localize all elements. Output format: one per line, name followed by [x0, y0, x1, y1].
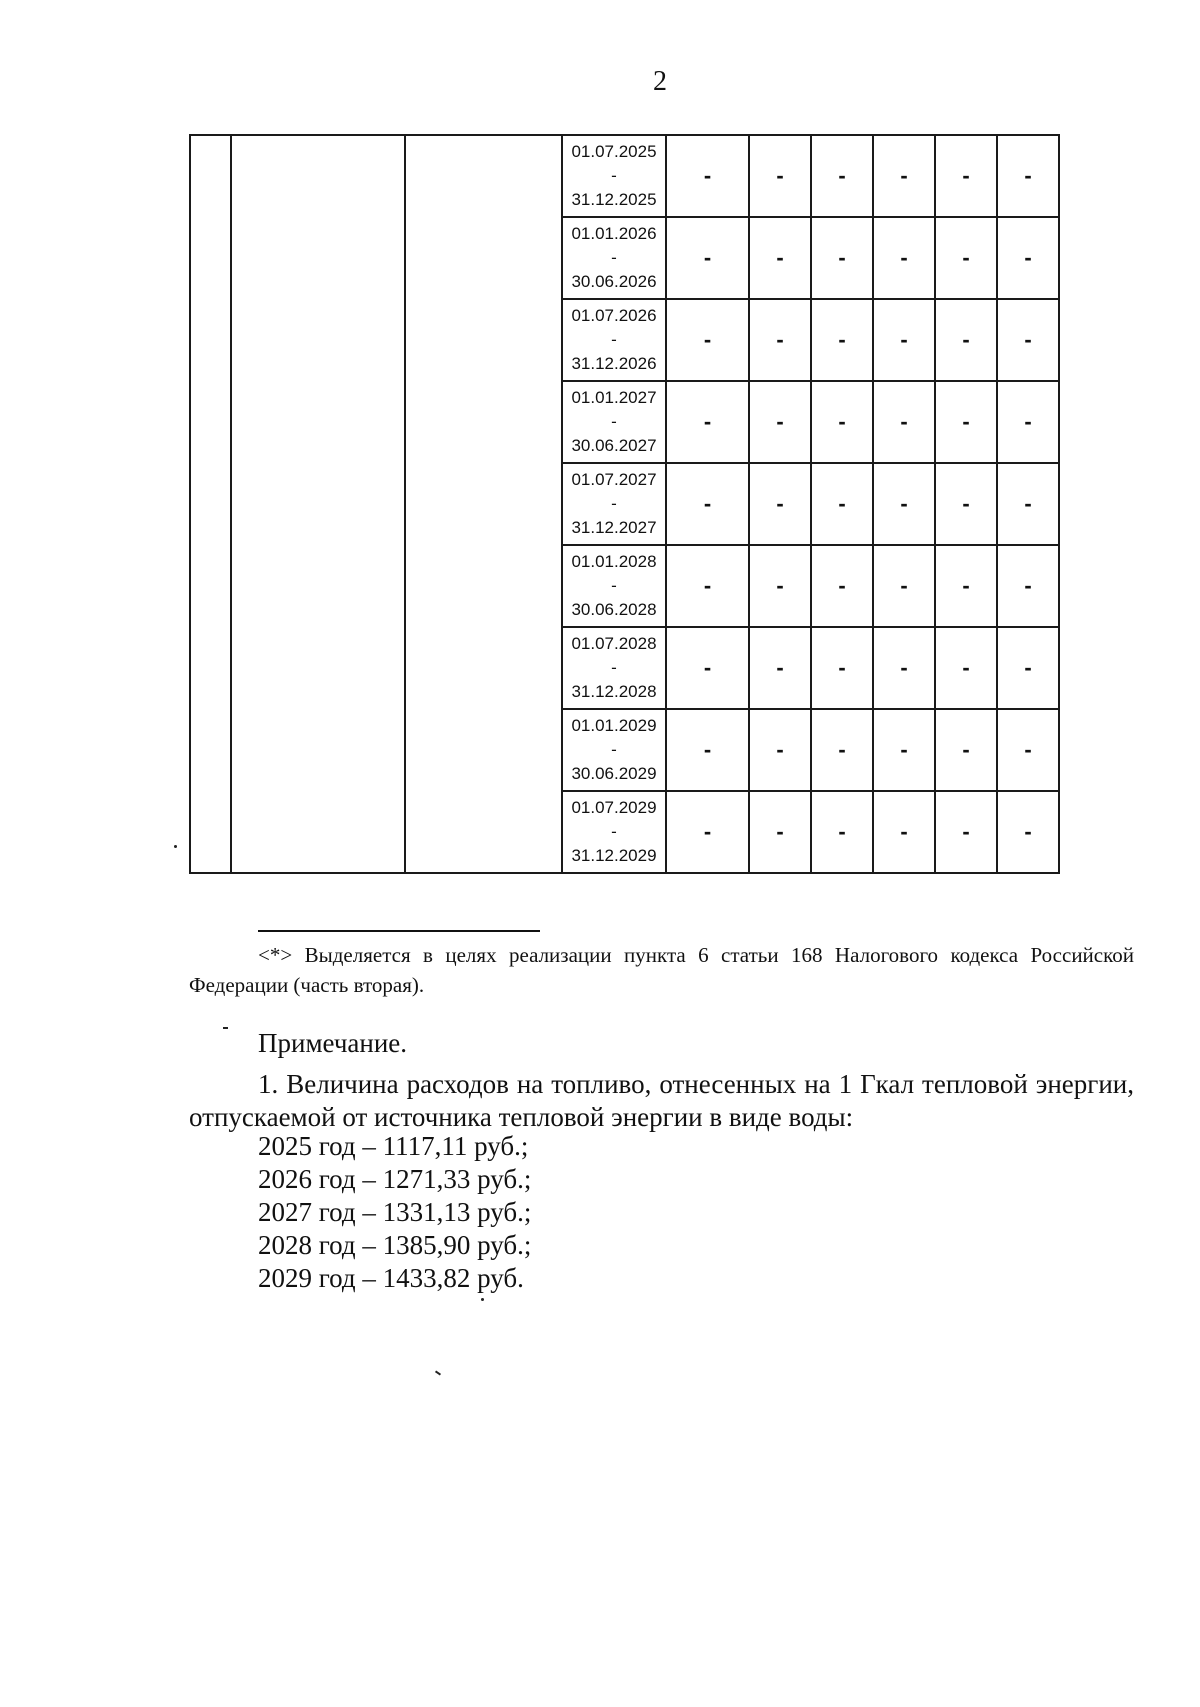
period-start: 01.01.2029 — [571, 716, 657, 735]
value-cell: - — [749, 791, 811, 873]
scan-speck — [223, 1027, 228, 1029]
period-end: 31.12.2029 — [571, 846, 657, 865]
value-cell: - — [935, 791, 997, 873]
value-cell: - — [997, 299, 1059, 381]
period-cell — [562, 627, 666, 709]
period-end: 31.12.2028 — [571, 682, 657, 701]
period-start: 01.01.2027 — [571, 388, 657, 407]
cost-by-year-list — [258, 1130, 531, 1295]
value-cell: - — [749, 627, 811, 709]
value-cell: - — [935, 463, 997, 545]
value-cell: - — [811, 381, 873, 463]
value-cell: - — [666, 463, 749, 545]
merged-cell-2 — [231, 135, 405, 873]
footnote-text: <*> Выделяется в целях реализации пункта 6 статьи 168 Налогового кодекса Российской Федерации (часть вторая). — [189, 943, 1134, 997]
value-cell: - — [997, 381, 1059, 463]
value-cell: - — [873, 627, 935, 709]
period-cell — [562, 135, 666, 217]
value-cell: - — [666, 217, 749, 299]
value-cell: - — [997, 217, 1059, 299]
value-cell: - — [935, 381, 997, 463]
value-cell: - — [749, 381, 811, 463]
period-start: 01.01.2028 — [571, 552, 657, 571]
period-cell — [562, 463, 666, 545]
period-start: 01.01.2026 — [571, 224, 657, 243]
period-end: 31.12.2025 — [571, 190, 657, 209]
period-end: 30.06.2027 — [571, 436, 657, 455]
value-cell: - — [666, 545, 749, 627]
scan-speck — [435, 1370, 441, 1375]
value-cell: - — [666, 135, 749, 217]
value-cell: - — [749, 545, 811, 627]
value-cell: - — [749, 463, 811, 545]
value-cell: - — [666, 627, 749, 709]
period-cell — [562, 217, 666, 299]
value-cell: - — [997, 135, 1059, 217]
period-separator: - — [611, 330, 617, 349]
value-cell: - — [873, 135, 935, 217]
value-cell: - — [997, 463, 1059, 545]
period-cell — [562, 545, 666, 627]
list-item: 2027 год – 1331,13 руб.; — [258, 1197, 532, 1227]
list-item: 2029 год – 1433,82 руб. — [258, 1263, 524, 1293]
value-cell: - — [749, 709, 811, 791]
value-cell: - — [873, 545, 935, 627]
value-cell: - — [935, 709, 997, 791]
period-separator: - — [611, 412, 617, 431]
scan-speck — [174, 845, 177, 848]
period-separator: - — [611, 658, 617, 677]
value-cell: - — [749, 135, 811, 217]
value-cell: - — [811, 545, 873, 627]
period-separator: - — [611, 822, 617, 841]
period-separator: - — [611, 576, 617, 595]
value-cell: - — [666, 709, 749, 791]
value-cell: - — [811, 627, 873, 709]
period-start: 01.07.2028 — [571, 634, 657, 653]
value-cell: - — [873, 299, 935, 381]
note-title: Примечание. — [258, 1028, 408, 1058]
list-item: 2025 год – 1117,11 руб.; — [258, 1131, 529, 1161]
value-cell: - — [997, 627, 1059, 709]
value-cell: - — [666, 381, 749, 463]
period-cell — [562, 299, 666, 381]
value-cell: - — [811, 299, 873, 381]
note-paragraph: 1. Величина расходов на топливо, отнесенных на 1 Гкал тепловой энергии, отпускаемой от источника тепловой энергии в виде воды: — [189, 1069, 1134, 1132]
value-cell: - — [997, 545, 1059, 627]
value-cell: - — [749, 299, 811, 381]
value-cell: - — [873, 709, 935, 791]
period-cell — [562, 709, 666, 791]
period-start: 01.07.2027 — [571, 470, 657, 489]
value-cell: - — [811, 135, 873, 217]
value-cell: - — [935, 627, 997, 709]
footnote-divider — [258, 930, 540, 932]
value-cell: - — [997, 791, 1059, 873]
period-start: 01.07.2025 — [571, 142, 657, 161]
value-cell: - — [666, 299, 749, 381]
value-cell: - — [811, 217, 873, 299]
value-cell: - — [873, 463, 935, 545]
value-cell: - — [666, 791, 749, 873]
value-cell: - — [935, 545, 997, 627]
merged-cell-3 — [405, 135, 562, 873]
merged-cell-1 — [190, 135, 231, 873]
table-row — [190, 135, 1192, 217]
value-cell: - — [873, 381, 935, 463]
period-separator: - — [611, 740, 617, 759]
period-separator: - — [611, 494, 617, 513]
period-end: 31.12.2026 — [571, 354, 657, 373]
list-item: 2026 год – 1271,33 руб.; — [258, 1164, 532, 1194]
period-end: 30.06.2026 — [571, 272, 657, 291]
period-separator: - — [611, 248, 617, 267]
value-cell: - — [873, 791, 935, 873]
period-cell — [562, 791, 666, 873]
value-cell: - — [997, 709, 1059, 791]
period-end: 30.06.2029 — [571, 764, 657, 783]
period-start: 01.07.2026 — [571, 306, 657, 325]
period-start: 01.07.2029 — [571, 798, 657, 817]
value-cell: - — [873, 217, 935, 299]
value-cell: - — [811, 463, 873, 545]
tariff-table — [189, 134, 1193, 874]
value-cell: - — [935, 217, 997, 299]
scan-speck — [481, 1298, 484, 1301]
period-separator: - — [611, 166, 617, 185]
page-number: 2 — [653, 66, 667, 97]
period-cell — [562, 381, 666, 463]
value-cell: - — [811, 791, 873, 873]
value-cell: - — [935, 299, 997, 381]
value-cell: - — [749, 217, 811, 299]
period-end: 31.12.2027 — [571, 518, 657, 537]
period-end: 30.06.2028 — [571, 600, 657, 619]
value-cell: - — [935, 135, 997, 217]
value-cell: - — [811, 709, 873, 791]
list-item: 2028 год – 1385,90 руб.; — [258, 1230, 532, 1260]
table-body — [190, 135, 1192, 873]
